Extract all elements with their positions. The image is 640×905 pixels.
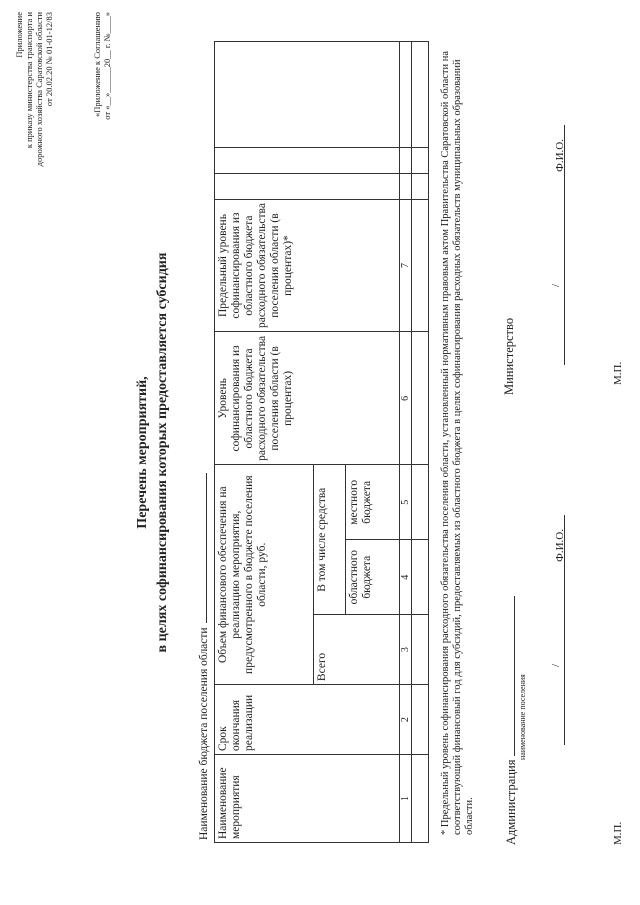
table-cell — [412, 199, 429, 332]
table-cell — [400, 42, 412, 148]
table-cell — [215, 42, 400, 148]
budget-name-field — [195, 473, 210, 840]
table-header-row — [215, 42, 314, 843]
col-local-budget: местного бюджета — [345, 465, 399, 540]
col-total: Всего — [314, 615, 400, 685]
footnote: * Предельный уровень софинансирования расходного обязательства поселения области, установленный нормативным правовым актом Правительства Саратовской области на соответствующий финансовый год для субсидий, предоставляемых из областного бюджета в целях софинансирования расходных обязательств муниципальных образований области. — [440, 50, 475, 835]
signature-line — [550, 125, 565, 365]
agreement-line: от «__»______20__ г. №____» — [102, 12, 112, 120]
table-cell — [412, 147, 429, 173]
table-cell — [412, 755, 429, 843]
table-cell — [412, 540, 429, 615]
col-regional-budget: областного бюджета — [345, 540, 399, 615]
table-cell — [215, 147, 400, 173]
stamp-place-label: М.П. — [612, 821, 624, 845]
table-cell — [400, 147, 412, 173]
table-cell — [412, 615, 429, 685]
administration-field — [502, 596, 519, 845]
budget-name-underline — [195, 473, 207, 623]
col-cofinancing-level: Уровень софинансирования из областного бюджета расходного обязательства поселения области (в процентах) — [215, 332, 400, 465]
appendix-line: Приложение — [14, 12, 24, 58]
administration-label: Администрация — [504, 759, 518, 845]
activities-table — [214, 41, 429, 843]
column-number: 6 — [400, 332, 412, 465]
appendix-line: от 20.02.20 № 01-01-12/83 — [44, 12, 54, 107]
signature-line — [550, 515, 565, 745]
table-cell — [412, 42, 429, 148]
appendix-line: к приказу министерства транспорта и — [24, 12, 34, 149]
appendix-line: дорожного хозяйства Саратовской области — [34, 12, 44, 167]
document-title: Перечень мероприятий, — [135, 376, 150, 529]
table-cell — [412, 332, 429, 465]
ministry-signature — [550, 125, 565, 365]
table-cell — [400, 173, 412, 199]
column-number: 7 — [400, 199, 412, 332]
agreement-note — [92, 12, 112, 202]
table-cell — [412, 465, 429, 540]
column-number: 1 — [400, 755, 412, 843]
column-number: 5 — [400, 465, 412, 540]
table-cell — [412, 173, 429, 199]
administration-underline — [502, 596, 515, 756]
col-including: В том числе средства — [314, 465, 345, 615]
agreement-line: «Приложение к Соглашению — [92, 12, 102, 118]
signature-separator: / — [550, 283, 562, 287]
fio-label: Ф.И.О. — [554, 139, 566, 172]
column-number: 4 — [400, 540, 412, 615]
budget-name-label: Наименование бюджета поселения области — [198, 627, 210, 840]
col-deadline: Срок окончания реализации — [215, 685, 400, 755]
settlement-name-caption: наименование поселения — [518, 674, 527, 760]
stamp-place-label: М.П. — [612, 361, 624, 385]
ministry-label: Министерство — [502, 317, 516, 395]
column-number: 3 — [400, 615, 412, 685]
fio-label: Ф.И.О. — [554, 529, 566, 562]
table-row — [412, 42, 429, 843]
document-subtitle: в целях софинансирования которых предоставляется субсидия — [155, 252, 170, 653]
administration-signature — [550, 515, 565, 745]
column-number: 2 — [400, 685, 412, 755]
appendix-note — [14, 12, 54, 232]
col-activity-name: Наименование мероприятия — [215, 755, 400, 843]
signature-separator: / — [550, 663, 562, 667]
col-funding-group: Объем финансового обеспечения на реализацию мероприятия, предусмотренного в бюджете поселения области, руб. — [215, 465, 314, 685]
col-max-cofinancing-level: Предельный уровень софинансирования из областного бюджета расходного обязательства поселения области (в процентах)* — [215, 199, 400, 332]
table-cell — [412, 685, 429, 755]
table-number-row — [400, 42, 412, 843]
table-cell — [215, 173, 400, 199]
